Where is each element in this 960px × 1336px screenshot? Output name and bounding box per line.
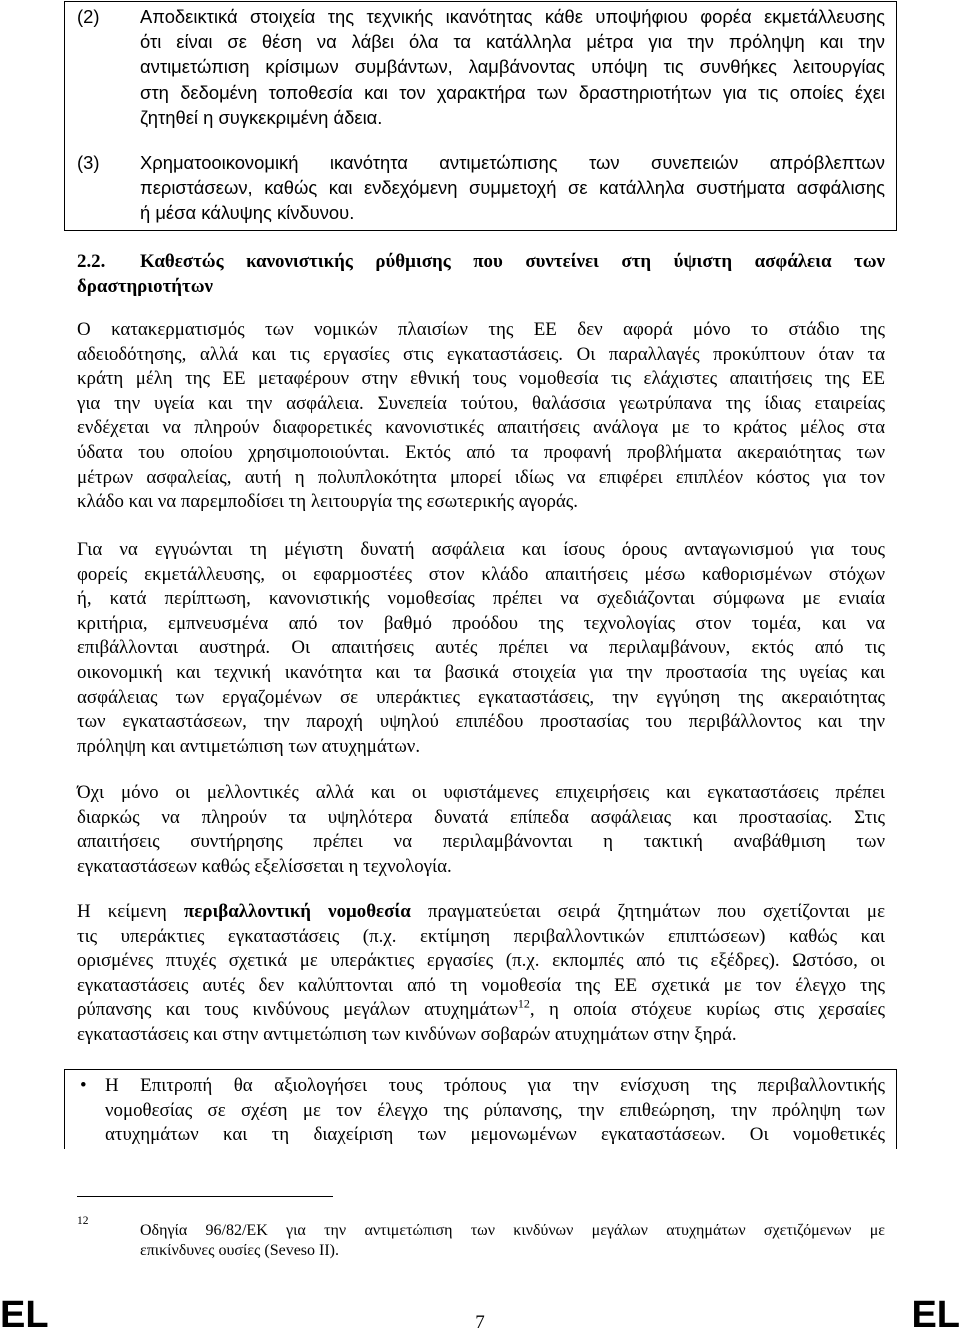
paragraph-line — [77, 900, 885, 925]
paragraph-line: για την υγεία και την ασφάλεια. Συνεπεία τούτου, θαλάσσια γεωτρύπανα της ίδιας εταιρείας — [77, 392, 885, 414]
bullet-paragraph — [105, 1074, 885, 1148]
paragraph-line: ή, κατά περίπτωση, κανονιστικής νομοθεσίας πρέπει να σχεδιάζονται σύμφωνα με ενιαία — [77, 588, 885, 610]
footer-language-left: EL — [0, 1294, 49, 1336]
text-run: πραγματεύεται σειρά ζητημάτων που σχετίζονται με — [410, 901, 885, 922]
footnote-line: Οδηγία 96/82/ΕΚ για την αντιμετώπιση των κινδύνων μεγάλων ατυχημάτων σχετιζόμενων με — [140, 1222, 885, 1239]
paragraph-line: κριτήρια, εμπνευσμένα από τον βαθμό προόδου της τεχνολογίας στον τομέα, και να — [77, 612, 885, 634]
paragraph-line: εγκαταστάσεις αυτές δεν καλύπτονται από τη νομοθεσία της ΕΕ σχετικά με τον έλεγχο της — [77, 974, 885, 996]
paragraph-line: επιβάλλονται αυστηρά. Οι απαιτήσεις αυτές πρέπει να περιλαμβάνουν, εκτός από τις — [77, 637, 885, 659]
paragraph-line: Ο κατακερματισμός των νομικών πλαισίων της ΕΕ δεν αφορά μόνο το στάδιο της — [77, 319, 885, 340]
emphasis-environmental-legislation: περιβαλλοντική νομοθεσία — [183, 901, 411, 922]
list-item — [140, 4, 885, 130]
paragraph-line: τις υπεράκτιες εγκαταστάσεις (π.χ. εκτίμηση περιβαλλοντικών επιπτώσεων) καθώς και — [77, 925, 885, 947]
section-title-continued — [77, 275, 885, 300]
paragraph-line: φορείς εκμετάλλευσης, οι εφαρμοστέες στον κλάδο απαιτήσεις μέσω καθορισμένων στόχων — [77, 563, 885, 585]
footnote-reference: 12 — [517, 997, 530, 1012]
list-item-line: ή μέσα κάλυψης κίνδυνου. — [140, 202, 355, 224]
paragraph-3 — [77, 781, 885, 879]
section-number: 2.2. — [77, 251, 106, 272]
list-item — [140, 150, 885, 226]
paragraph-line: ασφάλειας των εργαζομένων σε υπεράκτιες εγκαταστάσεις, την εγγύηση της ακεραιότητας — [77, 686, 885, 708]
bullet-icon: • — [80, 1075, 87, 1096]
footnote-text — [140, 1221, 885, 1260]
paragraph-line: Για να εγγυώνται τη μέγιστη δυνατή ασφάλεια και ίσους όρους ανταγωνισμού για τους — [77, 539, 885, 560]
paragraph-line: ενδέχεται να πληρούν διαφορετικές κανονιστικές απαιτήσεις ανάλογα με το κράτος μέλος στα — [77, 417, 885, 439]
list-item-line: ότι είναι σε θέση να λάβει όλα τα κατάλληλα μέτρα για την πρόληψη και την — [140, 31, 885, 53]
paragraph-1 — [77, 318, 885, 515]
bullet-line: ατυχημάτων και τη διαχείριση των μεμονωμένων εγκαταστάσεων. Οι νομοθετικές — [105, 1124, 885, 1146]
paragraph-line: ορισμένες πτυχές σχετικά με υπεράκτιες εργασίες (π.χ. εκπομπές από τις εξέδρες). Ωστόσο, οι — [77, 950, 885, 972]
list-item-line: Χρηματοοικονομική ικανότητα αντιμετώπισης των συνεπειών απρόβλεπτων — [140, 152, 885, 173]
paragraph-4 — [77, 900, 885, 1048]
footnote-number: 12 — [77, 1215, 89, 1227]
paragraph-line: διαρκώς να πληρούν τα υψηλότερα δυνατά επίπεδα ασφάλειας και προστασίας. Στις — [77, 806, 885, 828]
text-run: ρύπανσης και τους κινδύνους μεγάλων ατυχημάτων — [77, 999, 518, 1021]
paragraph-line: Όχι μόνο οι μελλοντικές αλλά και οι υφιστάμενες επιχειρήσεις και εγκαταστάσεις πρέπει — [77, 782, 885, 803]
paragraph-line: μέτρων ασφαλείας, αυτή η πολυπλοκότητα μπορεί ιδίως να επιφέρει επιπλέον κόστος για τον — [77, 466, 885, 488]
paragraph-line: αδειοδότησης, αλλά και τις εργασίες στις εγκαταστάσεις. Οι παραλλαγές προκύπτουν όταν τα — [77, 343, 885, 365]
footnote-line: επικίνδυνες ουσίες (Seveso II). — [140, 1241, 339, 1259]
paragraph-line: εγκαταστάσεων καθώς εξελίσσεται η τεχνολογία. — [77, 855, 452, 877]
page-number: 7 — [475, 1312, 485, 1333]
section-title — [140, 250, 885, 275]
footer-language-right: EL — [911, 1294, 960, 1336]
bullet-line: νομοθεσίας σε σχέση με τον έλεγχο της ρύπανσης, την επιθεώρηση, την πρόληψη των — [105, 1099, 885, 1121]
paragraph-line: κλάδο και να παρεμποδίσει τη λειτουργία της εσωτερικής αγοράς. — [77, 491, 578, 513]
section-title-line: Καθεστώς κανονιστικής ρύθμισης που συντείνει στη ύψιστη ασφάλεια των — [140, 251, 885, 272]
list-item-number: (2) — [77, 6, 100, 27]
paragraph-line: πρόληψη και αντιμετώπιση των ατυχημάτων. — [77, 735, 421, 757]
list-item-number: (3) — [77, 152, 100, 173]
list-item-line: ζητηθεί η συγκεκριμένη άδεια. — [140, 106, 383, 128]
footnote-separator — [77, 1196, 333, 1197]
list-item-line: στη δεδομένη τοποθεσία και τον χαρακτήρα των δραστηριοτήτων για τις οποίες έχει — [140, 81, 885, 103]
paragraph-line: εγκαταστάσεις και στην αντιμετώπιση των κινδύνων σοβαρών ατυχημάτων στην ξηρά. — [77, 1023, 737, 1045]
paragraph-2 — [77, 538, 885, 759]
text-run: Η κείμενη — [77, 901, 184, 922]
paragraph-line: των εγκαταστάσεων, την παροχή υψηλού επιπέδου προστασίας του περιβάλλοντος και την — [77, 711, 885, 733]
text-run: , η οποία στόχευε κυρίως στις χερσαίες — [529, 999, 885, 1021]
paragraph-line: οικονομική και τεχνική ικανότητα και τα βασικά στοιχεία για την προστασία της υγείας και — [77, 661, 885, 683]
list-item-line: Αποδεικτικά στοιχεία της τεχνικής ικανότητας κάθε υποψήφιου φορέα εκμετάλλευσης — [140, 6, 885, 27]
paragraph-line: κράτη μέλη της ΕΕ μεταφέρουν στην εθνική τους νομοθεσία τις ελάχιστες απαιτήσεις της ΕΕ — [77, 368, 885, 390]
list-item-line: αντιμετώπιση κρίσιμων συμβάντων, λαμβάνοντας υπόψη τις συνθήκες λειτουργίας — [140, 56, 885, 78]
section-title-line: δραστηριοτήτων — [77, 275, 213, 297]
bullet-line: Η Επιτροπή θα αξιολογήσει τους τρόπους για την ενίσχυση της περιβαλλοντικής — [105, 1075, 885, 1096]
paragraph-line: ύδατα του οποίου χρησιμοποιούνται. Εκτός από τα προφανή προβλήματα ακεραιότητας των — [77, 441, 885, 463]
paragraph-line: απαιτήσεις συντήρησης πρέπει να περιλαμβάνονται η τακτική αναβάθμιση των — [77, 831, 885, 853]
paragraph-line — [77, 998, 885, 1023]
list-item-line: περιστάσεων, καθώς και ενδεχόμενη συμμετοχή σε κατάλληλα συστήματα ασφάλισης — [140, 177, 885, 199]
